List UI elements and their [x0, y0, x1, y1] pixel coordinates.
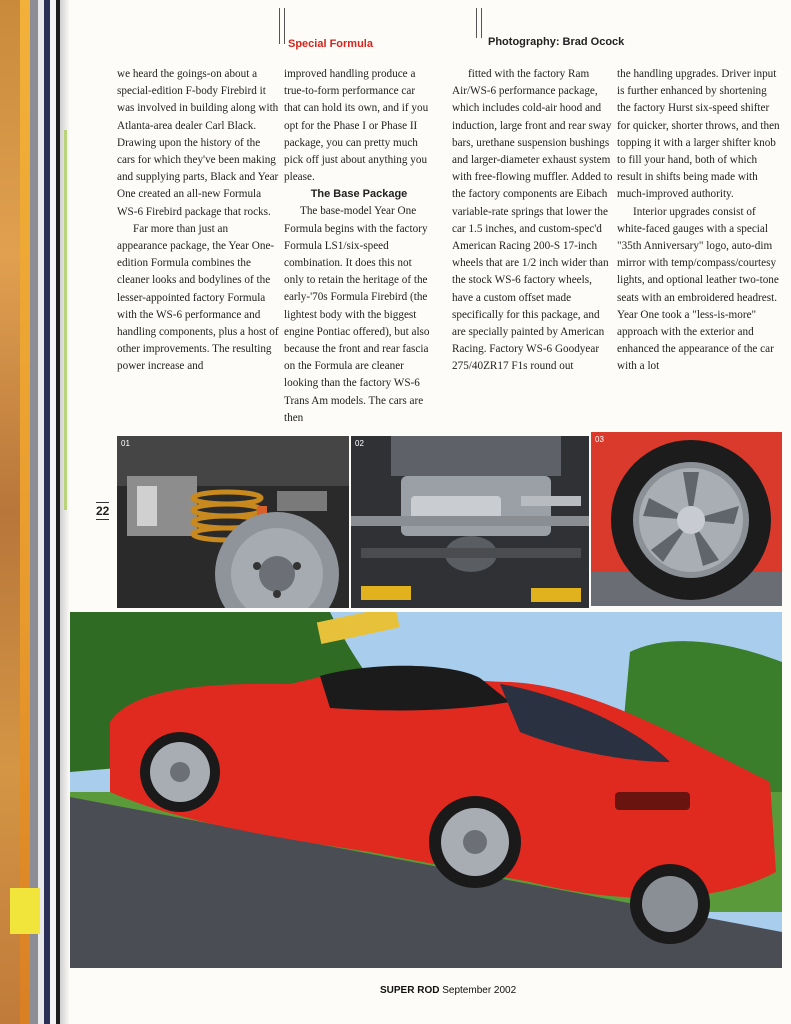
header-rule [279, 8, 280, 44]
body-paragraph: fitted with the factory Ram Air/WS-6 performance package, which includes cold-air hood and induction, large front and rear sway bars, urethane suspension bushings and larger-diameter exhaust system with free-flowing muffler. Added to the factory components are Eibach variable-rate springs that lower the car 1.5 inches, and custom-spec'd American Racing 200-S 17-inch wheels that are 1/2 inch wider than the stock WS-6 factory wheels, have a custom offset made specifically for this package, and are specially painted by American Racing. Factory WS-6 Goodyear 275/40ZR17 F1s round out [452, 68, 613, 373]
text-column-2 [284, 66, 434, 427]
wheel-illustration [591, 432, 782, 606]
magazine-name: SUPER ROD [380, 985, 440, 996]
header-rule [476, 8, 477, 38]
body-paragraph: Far more than just an appearance package, the Year One-edition Formula combines the cleaner looks and bodylines of the lesser-appointed factory Formula with the WS-6 performance and handling components, plus a host of other improvements. The resulting power increase and [117, 222, 279, 373]
suspension-illustration [117, 436, 349, 608]
binding-edge-orange [20, 0, 30, 1024]
binding-edge-tab [10, 888, 40, 934]
header-rule [284, 8, 285, 44]
binding-edge-desert [0, 0, 20, 1024]
page-number: 22 [96, 504, 110, 518]
photo-number: 01 [121, 439, 130, 448]
photo-credit: Photography: Brad Ocock [488, 36, 625, 48]
section-label: Special Formula [288, 38, 373, 50]
header-rule [481, 8, 482, 38]
firebird-illustration [70, 612, 782, 968]
photo-underside [351, 436, 589, 608]
text-column-4 [617, 66, 781, 376]
subheading: The Base Package [310, 188, 408, 201]
photo-number: 03 [595, 435, 604, 444]
underside-illustration [351, 436, 589, 608]
body-paragraph: improved handling produce a true-to-form performance car that can hold its own, and if you opt for the Phase I or Phase II package, you can pretty much pick off just about anything you please. [284, 68, 429, 184]
issue-date: September 2002 [442, 985, 517, 996]
body-paragraph: The base-model Year One Formula begins with the factory Formula LS1/six-speed combination. It does this not only to retain the heritage of the early-'70s Formula Firebird (the lightest body with the biggest engine Pontiac offered), but also because the front and rear fascia on the Formula are cleaner looking than the factory WS-6 Trans Am models. The cars are then [284, 205, 430, 424]
binding-edge-grey [30, 0, 38, 1024]
page-footer [380, 985, 516, 996]
text-column-1 [117, 66, 279, 376]
photo-suspension [117, 436, 349, 608]
photo-number: 02 [355, 439, 364, 448]
photo-wheel [591, 432, 782, 606]
body-paragraph: we heard the goings-on about a special-edition F-body Firebird it was involved in building along with Atlanta-area dealer Carl Black. Drawing upon the history of the cars for which they've been making and supplying parts, Black and Year One created an all-new Formula WS-6 Firebird package that rocks. [117, 68, 279, 218]
body-paragraph: Interior upgrades consist of white-faced gauges with a special "35th Anniversary" logo, auto-dim mirror with temp/compass/courtesy lights, and optional leather two-tone seats with an embroidered headrest. Year One took a "less-is-more" approach with the exterior and enhanced the appearance of the car with a lot [617, 205, 779, 373]
text-column-3 [452, 66, 614, 376]
photo-firebird [70, 612, 782, 968]
page-accent-stripe [64, 130, 67, 510]
body-paragraph: the handling upgrades. Driver input is further enhanced by shortening the factory Hurst six-speed shifter for quicker, shorter throws, and then topping it with a larger shifter knob to fill your hand, both of which result in shifts being made with much-improved authority. [617, 68, 780, 201]
